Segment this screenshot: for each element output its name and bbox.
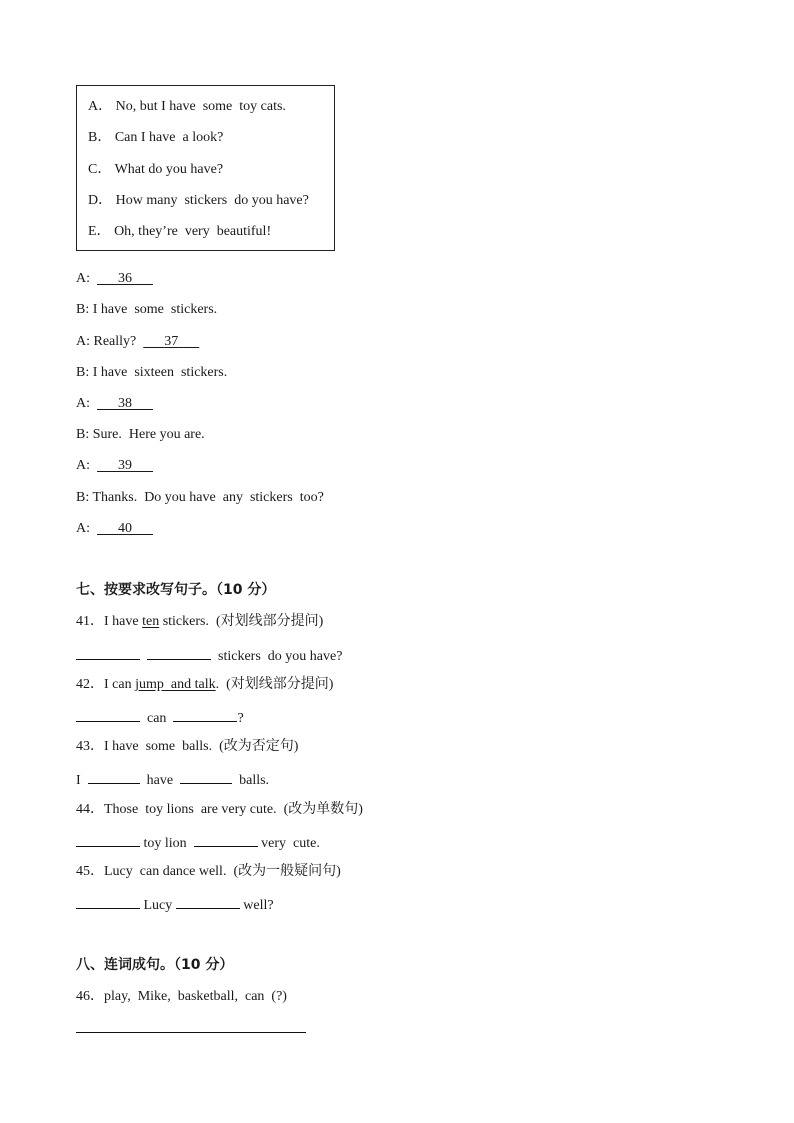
blank-40: 40 xyxy=(118,521,132,536)
section8-heading: 八、连词成句。（10 分） xyxy=(76,957,234,973)
option-a: A． No, but I have some toy cats. xyxy=(88,99,286,114)
question-45: 45．Lucy can dance well. (改为一般疑问句) xyxy=(76,864,341,879)
question-43: 43．I have some balls. (改为否定句) xyxy=(76,739,299,754)
answer-line-46 xyxy=(76,1032,306,1033)
dialogue-line-6: B: Sure. Here you are. xyxy=(76,427,205,442)
blank-36: 36 xyxy=(118,271,132,286)
question-41: 41．I have ten stickers. (对划线部分提问) xyxy=(76,614,324,629)
section7-heading: 七、按要求改写句子。（10 分） xyxy=(76,582,276,598)
option-d: D． How many stickers do you have? xyxy=(88,193,309,208)
blank-37: 37 xyxy=(164,334,179,349)
option-e: E． Oh, they’re very beautiful! xyxy=(88,224,272,239)
dialogue-line-7: A: 39 xyxy=(76,457,153,475)
answer-45: Lucy well? xyxy=(76,894,274,915)
option-b: B． Can I have a look? xyxy=(88,130,224,145)
blank-39: 39 xyxy=(118,458,132,473)
option-c: C． What do you have? xyxy=(88,162,224,177)
question-44: 44．Those toy lions are very cute. (改为单数句) xyxy=(76,802,363,817)
dialogue-line-3: A: Really? 37 xyxy=(76,333,199,351)
dialogue-line-9: A: 40 xyxy=(76,520,153,538)
dialogue-line-1: A: 36 xyxy=(76,270,153,288)
dialogue-line-4: B: I have sixteen stickers. xyxy=(76,365,228,380)
question-46: 46．play, Mike, basketball, can (?) xyxy=(76,989,287,1004)
answer-42: can ? xyxy=(76,707,244,728)
dialogue-line-8: B: Thanks. Do you have any stickers too? xyxy=(76,490,324,505)
answer-44: toy lion very cute. xyxy=(76,832,320,853)
blank-38: 38 xyxy=(118,396,132,411)
question-42: 42．I can jump and talk. (对划线部分提问) xyxy=(76,677,334,692)
answer-43: I have balls. xyxy=(76,769,269,790)
dialogue-line-5: A: 38 xyxy=(76,395,153,413)
answer-41: stickers do you have? xyxy=(76,645,342,666)
dialogue-line-2: B: I have some stickers. xyxy=(76,302,218,317)
